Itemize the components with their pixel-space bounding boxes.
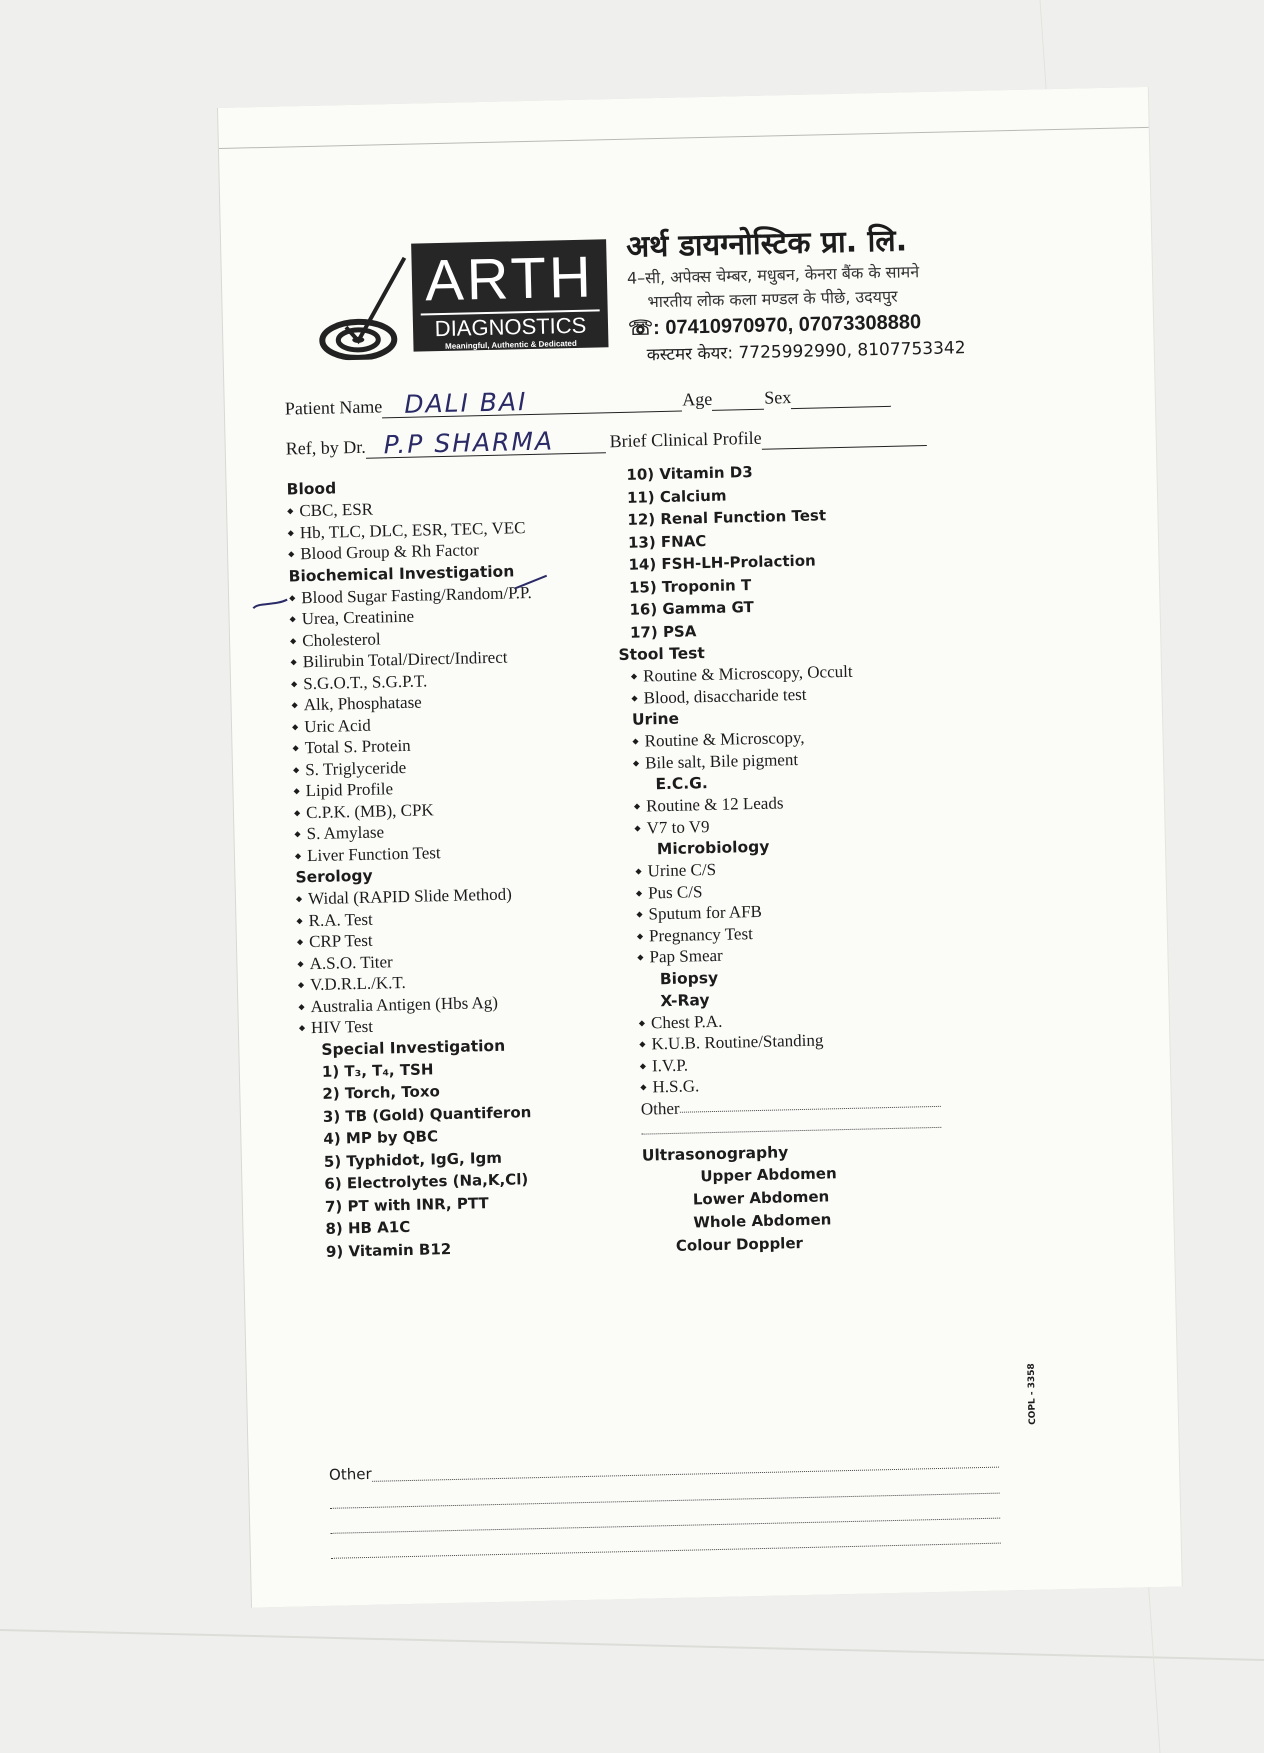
section-blood: Blood <box>286 479 337 499</box>
ref-doctor-field[interactable] <box>366 426 606 460</box>
special-test-option[interactable]: 9) Vitamin B12 <box>325 1239 452 1261</box>
clinical-profile-label: Brief Clinical Profile <box>609 427 762 452</box>
usg-option[interactable]: Lower Abdomen <box>692 1187 830 1209</box>
lab-name-hindi: अर्थ डायग्नोस्टिक प्रा. लि. <box>625 223 908 265</box>
ref-doctor-label: Ref, by Dr. <box>285 436 366 459</box>
ref-doctor-value: P.P SHARMA <box>383 426 555 460</box>
test-option[interactable]: ◆ Widal (RAPID Slide Method) <box>296 881 626 910</box>
test-option[interactable]: ◆ Routine & Microscopy, Occult <box>631 658 961 687</box>
test-option[interactable]: ◆ Pregnancy Test <box>637 918 967 947</box>
lab-contact-block <box>626 217 1149 369</box>
special-test-option[interactable]: 2) Torch, Toxo <box>322 1082 441 1103</box>
lab-address-line-1: 4–सी, अपेक्स चेम्बर, मधुबन, केनरा बैंक के सामने <box>626 262 920 288</box>
test-option[interactable]: ◆ Sputum for AFB <box>636 896 966 925</box>
phone-numbers: : 07410970970, 07073308880 <box>652 311 922 340</box>
section-microbiology: Microbiology <box>656 837 770 859</box>
usg-option[interactable]: Whole Abdomen <box>693 1210 832 1232</box>
pen-tick-mark-icon <box>247 572 578 615</box>
test-option[interactable]: ◆ Lipid Profile <box>293 773 623 802</box>
test-option[interactable]: ◆ Hb, TLC, DLC, ESR, TEC, VEC <box>287 515 617 544</box>
test-option[interactable]: ◆ HIV Test <box>299 1010 629 1039</box>
test-option[interactable]: ◆ V.D.R.L./K.T. <box>298 967 628 996</box>
special-test-option[interactable]: 5) Typhidot, IgG, Igm <box>323 1148 503 1171</box>
brand-main-text: ARTH <box>424 244 595 314</box>
test-option[interactable]: ◆ Uric Acid <box>292 708 622 737</box>
test-option[interactable]: ◆ C.P.K. (MB), CPK <box>294 794 624 823</box>
form-code: COPL - 3358 <box>1026 1363 1039 1425</box>
special-test-option[interactable]: 15) Troponin T <box>628 575 752 597</box>
special-test-option[interactable]: 16) Gamma GT <box>629 597 754 619</box>
section-xray: X-Ray <box>660 990 710 1010</box>
requisition-form-sheet <box>218 87 1182 1608</box>
test-option[interactable]: ◆ CBC, ESR <box>287 493 617 522</box>
test-option[interactable]: ◆ A.S.O. Titer <box>297 945 627 974</box>
special-test-option[interactable]: 10) Vitamin D3 <box>626 462 753 484</box>
brand-logo-box <box>411 239 608 351</box>
usg-option[interactable]: Colour Doppler <box>675 1234 804 1255</box>
special-test-option[interactable]: 12) Renal Function Test <box>627 506 827 529</box>
test-option[interactable]: ◆ Routine & 12 Leads <box>634 788 964 817</box>
test-option[interactable]: ◆ Urea, Creatinine <box>289 601 619 630</box>
test-option[interactable]: ◆ CRP Test <box>297 924 627 953</box>
test-option[interactable]: ◆ Bile salt, Bile pigment <box>633 745 963 774</box>
test-option[interactable]: ◆ Chest P.A. <box>639 1005 969 1034</box>
test-option[interactable]: ◆ Bilirubin Total/Direct/Indirect <box>290 644 620 673</box>
test-option[interactable]: ◆ Pus C/S <box>636 875 966 904</box>
section-urine: Urine <box>631 709 680 729</box>
test-option[interactable]: ◆ S.G.O.T., S.G.P.T. <box>291 666 621 695</box>
left-test-column <box>286 471 634 1263</box>
special-test-option[interactable]: 17) PSA <box>629 621 697 642</box>
test-option[interactable]: ◆ Total S. Protein <box>292 730 622 759</box>
test-option[interactable]: ◆ Liver Function Test <box>295 837 625 866</box>
sex-field[interactable] <box>791 386 891 409</box>
patient-name-field[interactable] <box>382 387 682 419</box>
special-test-option[interactable]: 8) HB A1C <box>325 1217 411 1238</box>
test-option[interactable]: ◆ Blood Group & Rh Factor <box>288 536 618 565</box>
special-test-option[interactable]: 1) T₃, T₄, TSH <box>321 1059 434 1081</box>
test-option-label: Blood Sugar Fasting/Random/P.P. <box>301 582 532 607</box>
test-option-ticked[interactable] <box>289 580 619 609</box>
patient-name-label: Patient Name <box>284 396 383 419</box>
patient-row <box>285 383 892 421</box>
special-test-option[interactable]: 11) Calcium <box>626 486 727 507</box>
age-field[interactable] <box>712 389 764 411</box>
special-test-option[interactable]: 3) TB (Gold) Quantiferon <box>322 1102 532 1126</box>
section-serology: Serology <box>295 866 373 887</box>
clinical-profile-field[interactable] <box>761 425 926 450</box>
bottom-other-label: Other <box>328 1464 372 1484</box>
section-biopsy[interactable]: Biopsy <box>659 968 719 988</box>
lab-address-line-2: भारतीय लोक कला मण्डल के पीछे, उदयपुर <box>647 286 898 312</box>
test-option[interactable]: ◆ H.S.G. <box>640 1069 970 1098</box>
section-stool: Stool Test <box>618 644 705 665</box>
right-other-label: Other <box>640 1098 680 1119</box>
section-special-investigation: Special Investigation <box>321 1036 506 1059</box>
right-test-column <box>618 456 974 1258</box>
usg-option[interactable]: Upper Abdomen <box>700 1164 837 1186</box>
test-option[interactable]: ◆ R.A. Test <box>296 902 626 931</box>
special-test-option[interactable]: 13) FNAC <box>627 531 707 552</box>
test-option[interactable]: ◆ Alk, Phosphatase <box>291 687 621 716</box>
special-test-option[interactable]: 14) FSH-LH-Prolaction <box>628 551 816 574</box>
referral-row <box>285 422 926 461</box>
sheet-fold-line <box>219 127 1149 149</box>
special-test-option[interactable]: 4) MP by QBC <box>323 1127 439 1148</box>
section-ultrasonography: Ultrasonography <box>641 1143 789 1165</box>
test-option[interactable]: ◆ Cholesterol <box>290 623 620 652</box>
brand-sub-text: DIAGNOSTICS <box>421 309 601 341</box>
test-option[interactable]: ◆ Urine C/S <box>635 853 965 882</box>
phone-icon: ☏ <box>627 317 654 340</box>
special-test-option[interactable]: 7) PT with INR, PTT <box>324 1193 489 1216</box>
test-option[interactable]: ◆ S. Amylase <box>294 816 624 845</box>
test-option[interactable]: ◆ Australia Antigen (Hbs Ag) <box>298 988 628 1017</box>
test-option[interactable]: ◆ Blood, disaccharide test <box>631 680 961 709</box>
age-label: Age <box>681 388 713 410</box>
section-ecg: E.C.G. <box>655 774 709 794</box>
customer-care: कस्टमर केयर: 7725992990, 8107753342 <box>646 338 966 366</box>
test-option[interactable]: ◆ V7 to V9 <box>634 810 964 839</box>
test-option[interactable]: ◆ S. Triglyceride <box>293 751 623 780</box>
section-biochemical: Biochemical Investigation <box>288 561 515 586</box>
brand-tagline: Meaningful, Authentic & Dedicated <box>445 338 577 351</box>
target-check-logo-icon <box>316 254 413 361</box>
letterhead <box>316 217 1139 386</box>
test-option[interactable]: ◆ I.V.P. <box>640 1048 970 1077</box>
test-option[interactable]: ◆ K.U.B. Routine/Standing <box>639 1026 969 1055</box>
test-option[interactable]: ◆ Pap Smear <box>637 939 967 968</box>
patient-name-value: DALI BAI <box>403 387 528 419</box>
sex-label: Sex <box>763 387 792 408</box>
bottom-other-section <box>329 1451 1001 1559</box>
test-option[interactable]: ◆ Routine & Microscopy, <box>632 723 962 752</box>
special-test-option[interactable]: 6) Electrolytes (Na,K,Cl) <box>324 1170 529 1193</box>
